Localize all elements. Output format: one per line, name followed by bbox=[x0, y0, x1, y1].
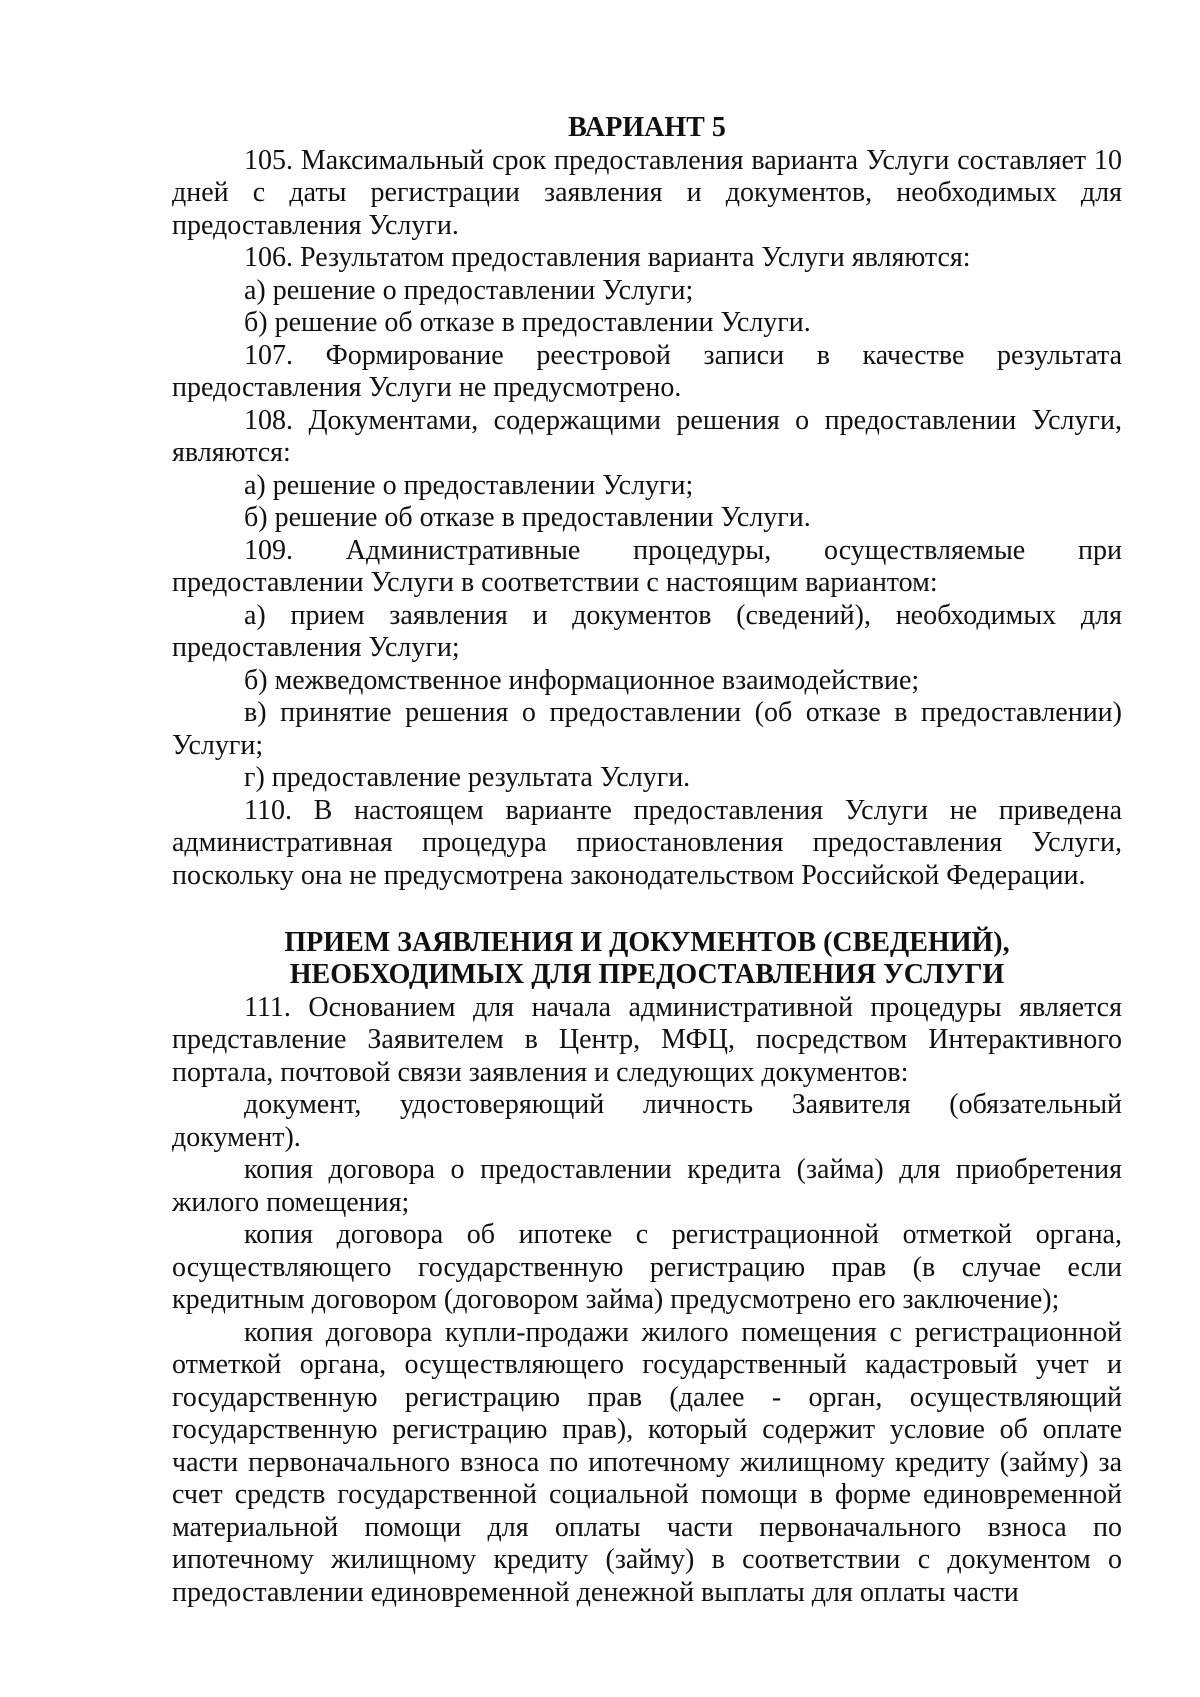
paragraph-106: 106. Результатом предоставления варианта Услуги являются: bbox=[244, 242, 971, 273]
doc-item-credit-contract: копия договора о предоставлении кредита (займа) для приобретения жилого помещения; bbox=[172, 1154, 1122, 1218]
list-item-108a: а) решение о предоставлении Услуги; bbox=[244, 469, 694, 501]
paragraph-105: 105. Максимальный срок предоставления варианта Услуги составляет 10 дней с даты регистрации заявления и документов, необходимых для предоставления Услуги. bbox=[172, 144, 1122, 241]
variant-title: ВАРИАНТ 5 bbox=[568, 112, 726, 143]
list-item-109b: б) межведомственное информационное взаимодействие; bbox=[244, 664, 920, 696]
paragraph-110: 110. В настоящем варианте предоставления Услуги не приведена административная процедура приостановления предоставления Услуги, поскольку она не предусмотрена законодательством Российской Федерации. bbox=[172, 794, 1122, 891]
section-title-line1: ПРИЕМ ЗАЯВЛЕНИЯ И ДОКУМЕНТОВ (СВЕДЕНИЙ), bbox=[284, 927, 1010, 958]
doc-item-identity: документ, удостоверяющий личность Заявителя (обязательный документ). bbox=[172, 1089, 1122, 1153]
section-title-line2: НЕОБХОДИМЫХ ДЛЯ ПРЕДОСТАВЛЕНИЯ УСЛУГИ bbox=[289, 959, 1005, 990]
paragraph-111: 111. Основанием для начала административной процедуры является представление Заявителем в Центр, МФЦ, посредством Интерактивного портала, почтовой связи заявления и следующих документов: bbox=[172, 991, 1122, 1088]
list-item-109d: г) предоставление результата Услуги. bbox=[244, 762, 691, 793]
paragraph-107: 107. Формирование реестровой записи в качестве результата предоставления Услуги не предусмотрено. bbox=[172, 339, 1122, 403]
list-item-109a: а) прием заявления и документов (сведений), необходимых для предоставления Услуги; bbox=[172, 599, 1122, 663]
list-item-108b: б) решение об отказе в предоставлении Услуги. bbox=[244, 502, 811, 533]
doc-item-purchase-contract: копия договора купли-продажи жилого помещения с регистрационной отметкой органа, осуществляющего государственный кадастровый учет и государственную регистрацию прав (далее - орган, осуществляющий государственную регистрацию прав), который содержит условие об оплате части первоначального взноса по ипотечному жилищному кредиту (займу) за счет средств государственной социальной помощи в форме единовременной материальной помощи для оплаты части первоначального взноса по ипотечному жилищному кредиту (займу) в соответствии с документом о предоставлении единовременной денежной выплаты для оплаты части bbox=[172, 1316, 1122, 1608]
document-page bbox=[172, 112, 1122, 1609]
list-item-109c: в) принятие решения о предоставлении (об отказе в предоставлении) Услуги; bbox=[172, 697, 1122, 761]
list-item-106a: а) решение о предоставлении Услуги; bbox=[244, 274, 694, 306]
doc-item-mortgage-contract: копия договора об ипотеке с регистрационной отметкой органа, осуществляющего государственную регистрацию прав (в случае если кредитным договором (договором займа) предусмотрено его заключение); bbox=[172, 1219, 1122, 1315]
list-item-106b: б) решение об отказе в предоставлении Услуги. bbox=[244, 307, 811, 338]
paragraph-109: 109. Административные процедуры, осуществляемые при предоставлении Услуги в соответствии с настоящим вариантом: bbox=[172, 534, 1122, 598]
paragraph-108: 108. Документами, содержащими решения о предоставлении Услуги, являются: bbox=[172, 404, 1122, 468]
